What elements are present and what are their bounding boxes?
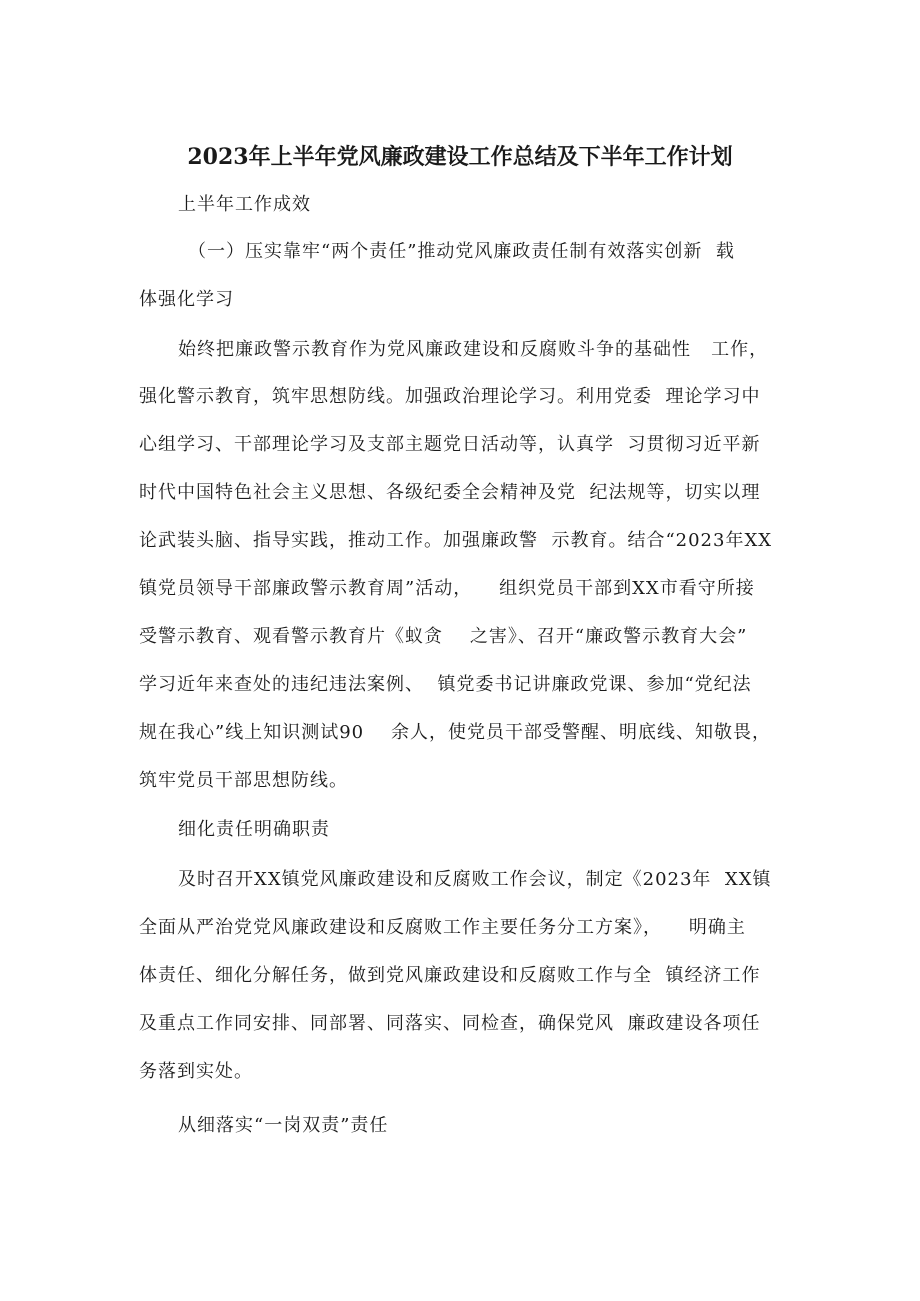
paragraph-line: 及重点工作同安排、同部署、同落实、同检查，确保党风 廉政建设各项任 (139, 1013, 761, 1034)
paragraph-line: 规在我心”线上知识测试90 余人，使党员干部受警醒、明底线、知敬畏， (139, 722, 771, 743)
paragraph-line: 镇党员领导干部廉政警示教育周”活动， 组织党员干部到XX市看守所接 (139, 578, 755, 599)
paragraph-line: 体责任、细化分解任务，做到党风廉政建设和反腐败工作与全 镇经济工作 (139, 965, 761, 986)
paragraph-line: 务落到实处。 (139, 1061, 253, 1082)
paragraph-line: 论武装头脑、指导实践，推动工作。加强廉政警 示教育。结合“2023年XX (139, 530, 773, 551)
subsection-heading-line: （一）压实靠牢“两个责任”推动党风廉政责任制有效落实创新 载 (188, 241, 735, 262)
paragraph-line: 强化警示教育，筑牢思想防线。加强政治理论学习。利用党委 理论学习中 (139, 386, 761, 407)
paragraph-line: 时代中国特色社会主义思想、各级纪委全会精神及党 纪法规等，切实以理 (139, 482, 761, 503)
subsection-heading-line: 体强化学习 (139, 289, 234, 310)
subheading: 细化责任明确职责 (178, 819, 330, 840)
paragraph-line: 及时召开XX镇党风廉政建设和反腐败工作会议，制定《2023年 XX镇 (178, 869, 772, 890)
paragraph-line: 筑牢党员干部思想防线。 (139, 770, 348, 791)
paragraph-line: 始终把廉政警示教育作为党风廉政建设和反腐败斗争的基础性 工作， (178, 339, 769, 360)
paragraph-line: 全面从严治党党风廉政建设和反腐败工作主要任务分工方案》， 明确主 (139, 917, 746, 938)
paragraph-line: 受警示教育、观看警示教育片《蚁贪 之害》、召开“廉政警示教育大会” (139, 626, 748, 647)
section-heading: 上半年工作成效 (178, 194, 311, 215)
document-title: 2023年上半年党风廉政建设工作总结及下半年工作计划 (187, 144, 733, 170)
paragraph-line: 心组学习、干部理论学习及支部主题党日活动等，认真学 习贯彻习近平新 (139, 434, 761, 455)
subheading: 从细落实“一岗双责”责任 (178, 1115, 389, 1136)
paragraph-line: 学习近年来查处的违纪违法案例、 镇党委书记讲廉政党课、参加“党纪法 (139, 674, 752, 695)
